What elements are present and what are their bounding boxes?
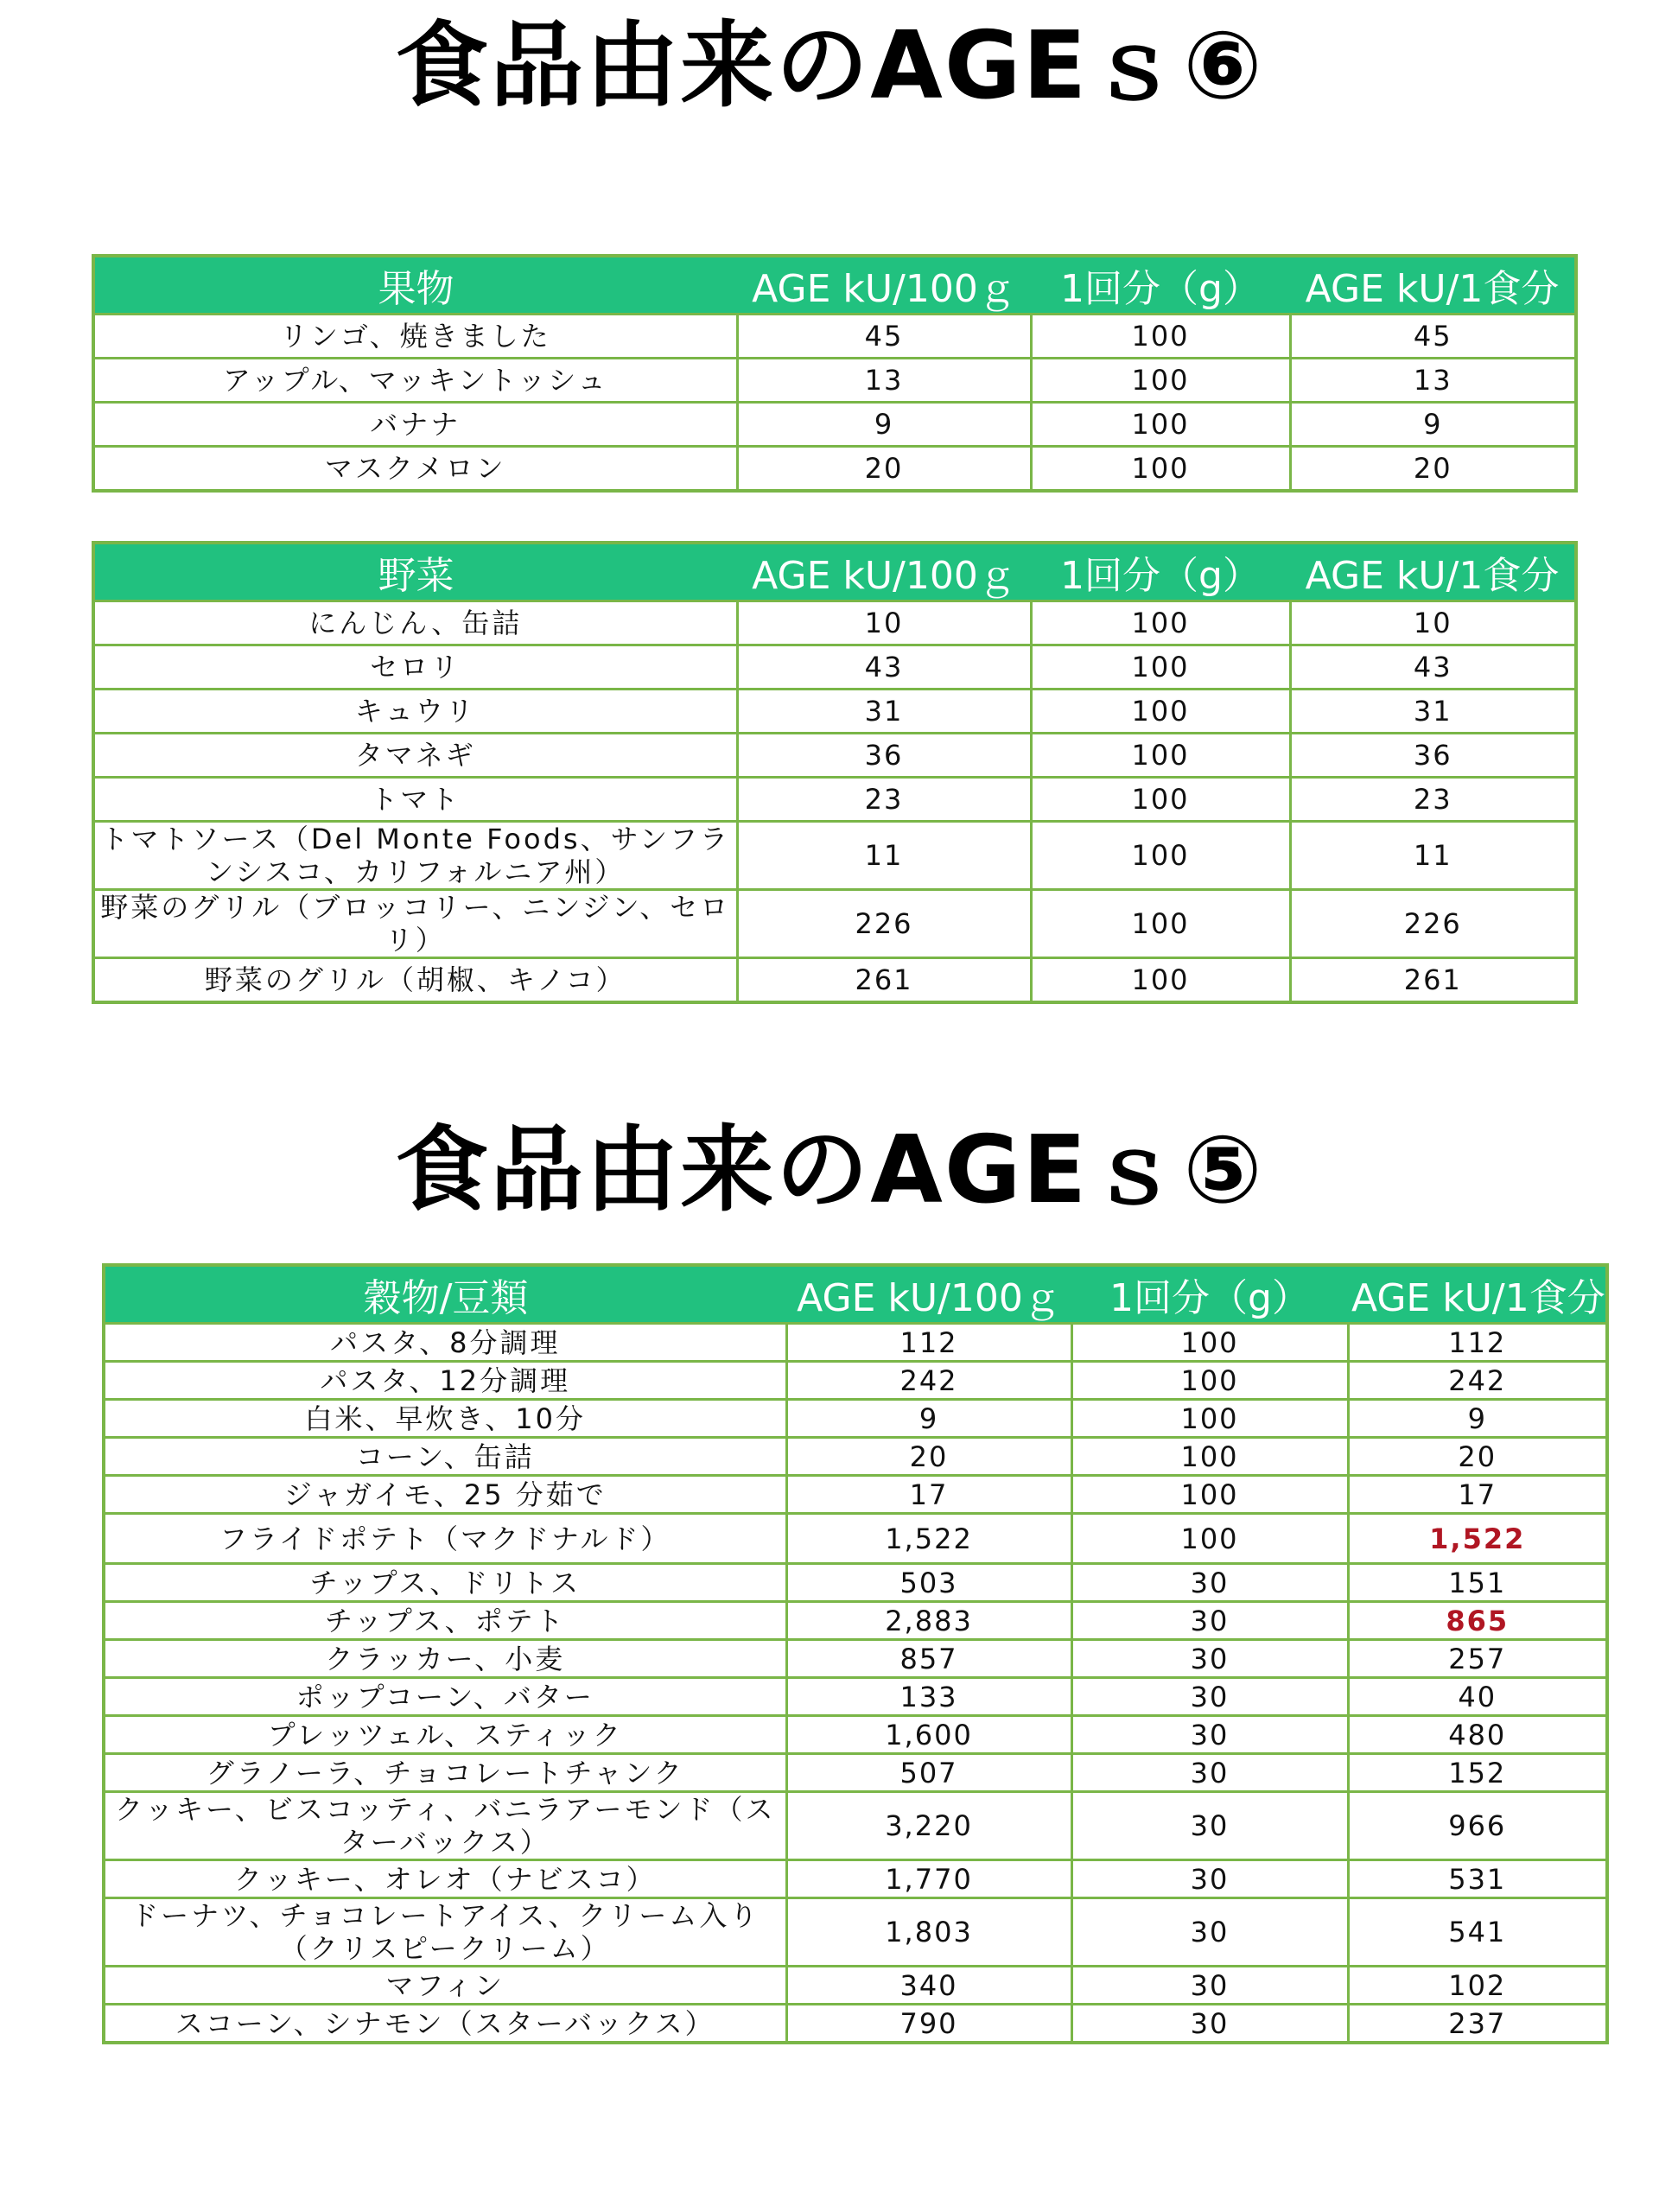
table-row xyxy=(93,447,1576,492)
age-per-serving-cell: 23 xyxy=(1290,778,1576,822)
age-per-serving-cell: 541 xyxy=(1348,1898,1607,1967)
age-per-serving-cell: 261 xyxy=(1290,958,1576,1003)
age-per-100g-cell: 857 xyxy=(786,1640,1071,1678)
serving-size-cell: 100 xyxy=(1071,1400,1348,1438)
table-row xyxy=(93,645,1576,690)
serving-size-cell: 100 xyxy=(1031,645,1290,690)
age-per-serving-cell: 112 xyxy=(1348,1324,1607,1362)
serving-size-cell: 100 xyxy=(1071,1362,1348,1400)
table-row xyxy=(93,315,1576,359)
age-per-serving-cell: 9 xyxy=(1290,403,1576,447)
age-per-100g-cell: 226 xyxy=(737,890,1031,958)
age-per-serving-cell: 36 xyxy=(1290,734,1576,778)
column-header: AGE kU/1食分 xyxy=(1290,543,1576,601)
serving-size-cell: 100 xyxy=(1031,958,1290,1003)
food-name-cell: リンゴ、焼きました xyxy=(93,315,737,359)
age-per-serving-cell: 257 xyxy=(1348,1640,1607,1678)
page-title-bottom: 食品由来のAGEｓ⑤ xyxy=(395,1116,1264,1224)
age-per-100g-cell: 1,803 xyxy=(786,1898,1071,1967)
serving-size-cell: 100 xyxy=(1031,890,1290,958)
table-row xyxy=(104,1860,1607,1898)
table-row xyxy=(93,734,1576,778)
food-name-cell: 野菜のグリル（ブロッコリー、ニンジン、セロリ） xyxy=(93,890,737,958)
serving-size-cell: 100 xyxy=(1071,1514,1348,1564)
age-per-100g-cell: 1,522 xyxy=(786,1514,1071,1564)
age-per-100g-cell: 20 xyxy=(786,1438,1071,1476)
food-name-cell: ポップコーン、バター xyxy=(104,1678,786,1716)
table-row xyxy=(93,958,1576,1003)
food-name-cell: クラッカー、小麦 xyxy=(104,1640,786,1678)
age-per-100g-cell: 36 xyxy=(737,734,1031,778)
age-per-100g-cell: 13 xyxy=(737,359,1031,403)
age-per-100g-cell: 790 xyxy=(786,2005,1071,2044)
food-name-cell: プレッツェル、スティック xyxy=(104,1716,786,1754)
age-per-serving-cell: 20 xyxy=(1290,447,1576,492)
age-per-100g-cell: 45 xyxy=(737,315,1031,359)
serving-size-cell: 30 xyxy=(1071,1678,1348,1716)
age-per-100g-cell: 11 xyxy=(737,822,1031,890)
age-per-100g-cell: 43 xyxy=(737,645,1031,690)
serving-size-cell: 100 xyxy=(1071,1324,1348,1362)
page-title-top: 食品由来のAGEｓ⑥ xyxy=(395,12,1264,120)
age-per-100g-cell: 261 xyxy=(737,958,1031,1003)
age-per-100g-cell: 503 xyxy=(786,1564,1071,1602)
age-per-serving-cell: 13 xyxy=(1290,359,1576,403)
age-per-100g-cell: 112 xyxy=(786,1324,1071,1362)
age-per-serving-cell: 480 xyxy=(1348,1716,1607,1754)
food-name-cell: にんじん、缶詰 xyxy=(93,601,737,645)
food-name-cell: クッキー、ビスコッティ、バニラアーモンド（スターバックス） xyxy=(104,1792,786,1860)
column-header: AGE kU/100ｇ xyxy=(737,256,1031,315)
serving-size-cell: 100 xyxy=(1031,778,1290,822)
age-per-serving-cell: 43 xyxy=(1290,645,1576,690)
age-per-serving-cell: 226 xyxy=(1290,890,1576,958)
table-row xyxy=(104,1476,1607,1514)
serving-size-cell: 30 xyxy=(1071,1754,1348,1792)
age-per-100g-cell: 20 xyxy=(737,447,1031,492)
age-per-100g-cell: 1,770 xyxy=(786,1860,1071,1898)
column-header: AGE kU/100ｇ xyxy=(786,1265,1071,1324)
column-header: 野菜 xyxy=(93,543,737,601)
column-header: 1回分（g） xyxy=(1031,543,1290,601)
age-per-100g-cell: 1,600 xyxy=(786,1716,1071,1754)
age-per-serving-cell-highlight: 1,522 xyxy=(1348,1514,1607,1564)
food-name-cell: バナナ xyxy=(93,403,737,447)
serving-size-cell: 30 xyxy=(1071,1792,1348,1860)
age-per-serving-cell: 531 xyxy=(1348,1860,1607,1898)
table-header-row xyxy=(93,256,1576,315)
table-header-row xyxy=(104,1265,1607,1324)
table-row xyxy=(104,1640,1607,1678)
age-per-100g-cell: 340 xyxy=(786,1967,1071,2005)
food-name-cell: キュウリ xyxy=(93,690,737,734)
age-per-100g-cell: 242 xyxy=(786,1362,1071,1400)
table-row xyxy=(104,1754,1607,1792)
serving-size-cell: 100 xyxy=(1031,734,1290,778)
age-per-100g-cell: 10 xyxy=(737,601,1031,645)
serving-size-cell: 30 xyxy=(1071,1716,1348,1754)
table-row xyxy=(104,1324,1607,1362)
column-header: 果物 xyxy=(93,256,737,315)
age-per-serving-cell: 102 xyxy=(1348,1967,1607,2005)
table-row xyxy=(93,778,1576,822)
table-row xyxy=(93,822,1576,890)
table-header-row xyxy=(93,543,1576,601)
food-name-cell: グラノーラ、チョコレートチャンク xyxy=(104,1754,786,1792)
serving-size-cell: 100 xyxy=(1031,822,1290,890)
column-header: AGE kU/1食分 xyxy=(1290,256,1576,315)
serving-size-cell: 100 xyxy=(1031,359,1290,403)
serving-size-cell: 30 xyxy=(1071,1564,1348,1602)
age-per-100g-cell: 9 xyxy=(737,403,1031,447)
age-per-serving-cell: 242 xyxy=(1348,1362,1607,1400)
serving-size-cell: 100 xyxy=(1031,315,1290,359)
food-name-cell: チップス、ドリトス xyxy=(104,1564,786,1602)
age-per-serving-cell: 151 xyxy=(1348,1564,1607,1602)
age-per-100g-cell: 507 xyxy=(786,1754,1071,1792)
table-row xyxy=(104,1514,1607,1564)
column-header: AGE kU/100ｇ xyxy=(737,543,1031,601)
age-per-100g-cell: 3,220 xyxy=(786,1792,1071,1860)
serving-size-cell: 100 xyxy=(1031,447,1290,492)
age-per-100g-cell: 17 xyxy=(786,1476,1071,1514)
food-name-cell: 白米、早炊き、10分 xyxy=(104,1400,786,1438)
food-name-cell: クッキー、オレオ（ナビスコ） xyxy=(104,1860,786,1898)
column-header: 穀物/豆類 xyxy=(104,1265,786,1324)
table-row xyxy=(104,1967,1607,2005)
food-name-cell: マフィン xyxy=(104,1967,786,2005)
food-name-cell: ジャガイモ、25 分茹で xyxy=(104,1476,786,1514)
age-per-serving-cell: 11 xyxy=(1290,822,1576,890)
food-name-cell: パスタ、8分調理 xyxy=(104,1324,786,1362)
table-row xyxy=(104,1564,1607,1602)
column-header: 1回分（g） xyxy=(1071,1265,1348,1324)
grain-bean-table xyxy=(102,1263,1609,2044)
serving-size-cell: 30 xyxy=(1071,1860,1348,1898)
table-row xyxy=(104,1400,1607,1438)
serving-size-cell: 30 xyxy=(1071,1602,1348,1640)
food-name-cell: スコーン、シナモン（スターバックス） xyxy=(104,2005,786,2044)
food-name-cell: チップス、ポテト xyxy=(104,1602,786,1640)
table-row xyxy=(104,1678,1607,1716)
age-per-100g-cell: 31 xyxy=(737,690,1031,734)
age-per-serving-cell: 9 xyxy=(1348,1400,1607,1438)
column-header: 1回分（g） xyxy=(1031,256,1290,315)
age-per-serving-cell: 40 xyxy=(1348,1678,1607,1716)
age-per-100g-cell: 23 xyxy=(737,778,1031,822)
age-per-serving-cell: 31 xyxy=(1290,690,1576,734)
table-row xyxy=(104,1898,1607,1967)
age-per-100g-cell: 2,883 xyxy=(786,1602,1071,1640)
serving-size-cell: 30 xyxy=(1071,1898,1348,1967)
serving-size-cell: 100 xyxy=(1031,403,1290,447)
serving-size-cell: 100 xyxy=(1031,601,1290,645)
age-per-serving-cell: 966 xyxy=(1348,1792,1607,1860)
food-name-cell: 野菜のグリル（胡椒、キノコ） xyxy=(93,958,737,1003)
table-row xyxy=(104,1602,1607,1640)
table-row xyxy=(93,403,1576,447)
age-per-serving-cell: 17 xyxy=(1348,1476,1607,1514)
food-name-cell: トマト xyxy=(93,778,737,822)
serving-size-cell: 100 xyxy=(1031,690,1290,734)
food-name-cell: トマトソース（Del Monte Foods、サンフランシスコ、カリフォルニア州） xyxy=(93,822,737,890)
table-row xyxy=(104,1792,1607,1860)
age-per-serving-cell: 45 xyxy=(1290,315,1576,359)
food-name-cell: マスクメロン xyxy=(93,447,737,492)
table-row xyxy=(93,690,1576,734)
table-row xyxy=(93,601,1576,645)
serving-size-cell: 30 xyxy=(1071,2005,1348,2044)
food-name-cell: タマネギ xyxy=(93,734,737,778)
fruit-table xyxy=(92,254,1578,493)
food-name-cell: フライドポテト（マクドナルド） xyxy=(104,1514,786,1564)
age-per-serving-cell: 10 xyxy=(1290,601,1576,645)
food-name-cell: セロリ xyxy=(93,645,737,690)
table-row xyxy=(104,1716,1607,1754)
serving-size-cell: 30 xyxy=(1071,1967,1348,2005)
serving-size-cell: 100 xyxy=(1071,1438,1348,1476)
table-row xyxy=(104,2005,1607,2044)
age-per-serving-cell: 237 xyxy=(1348,2005,1607,2044)
food-name-cell: アップル、マッキントッシュ xyxy=(93,359,737,403)
table-row xyxy=(104,1362,1607,1400)
vegetable-table xyxy=(92,541,1578,1004)
table-row xyxy=(93,359,1576,403)
serving-size-cell: 100 xyxy=(1071,1476,1348,1514)
table-row xyxy=(93,890,1576,958)
age-per-100g-cell: 9 xyxy=(786,1400,1071,1438)
table-row xyxy=(104,1438,1607,1476)
age-per-serving-cell: 152 xyxy=(1348,1754,1607,1792)
age-per-100g-cell: 133 xyxy=(786,1678,1071,1716)
food-name-cell: ドーナツ、チョコレートアイス、クリーム入り（クリスピークリーム） xyxy=(104,1898,786,1967)
column-header: AGE kU/1食分 xyxy=(1348,1265,1607,1324)
food-name-cell: パスタ、12分調理 xyxy=(104,1362,786,1400)
age-per-serving-cell: 20 xyxy=(1348,1438,1607,1476)
serving-size-cell: 30 xyxy=(1071,1640,1348,1678)
age-per-serving-cell-highlight: 865 xyxy=(1348,1602,1607,1640)
food-name-cell: コーン、缶詰 xyxy=(104,1438,786,1476)
